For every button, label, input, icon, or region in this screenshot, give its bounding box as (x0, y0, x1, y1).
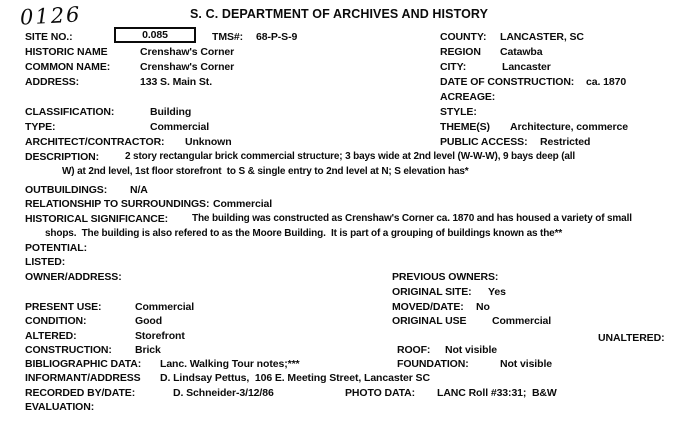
present-use-label: PRESENT USE: (25, 301, 102, 313)
type-value: Commercial (150, 121, 210, 133)
common-name-value: Crenshaw's Corner (140, 61, 235, 73)
informant-address-label: INFORMANT/ADDRESS (25, 372, 141, 384)
classification-value: Building (150, 106, 192, 118)
roof-value: Not visible (445, 344, 497, 356)
site-no-value: 0.085 (142, 29, 168, 41)
common-name-label: COMMON NAME: (25, 61, 111, 73)
architect-contractor-label: ARCHITECT/CONTRACTOR: (25, 136, 165, 148)
construction-label: CONSTRUCTION: (25, 344, 112, 356)
region-value: Catawba (500, 46, 543, 58)
address-label: ADDRESS: (25, 76, 80, 88)
page-title: S. C. DEPARTMENT OF ARCHIVES AND HISTORY (190, 7, 488, 21)
address-value: 133 S. Main St. (140, 76, 213, 88)
relationship-label: RELATIONSHIP TO SURROUNDINGS: (25, 198, 210, 210)
bibliographic-data-label: BIBLIOGRAPHIC DATA: (25, 358, 142, 370)
public-access-label: PUBLIC ACCESS: (440, 136, 528, 148)
foundation-value: Not visible (500, 358, 552, 370)
original-site-value: Yes (488, 286, 506, 298)
previous-owners-label: PREVIOUS OWNERS: (392, 271, 499, 283)
themes-value: Architecture, commerce (510, 121, 629, 133)
owner-address-label: OWNER/ADDRESS: (25, 271, 122, 283)
recorded-by-date-value: D. Schneider-3/12/86 (173, 387, 274, 399)
construction-value: Brick (135, 344, 161, 356)
condition-label: CONDITION: (25, 315, 87, 327)
date-of-construction-label: DATE OF CONSTRUCTION: (440, 76, 575, 88)
altered-label: ALTERED: (25, 330, 77, 342)
moved-date-label: MOVED/DATE: (392, 301, 464, 313)
moved-date-value: No (476, 301, 490, 313)
historical-significance-line1: The building was constructed as Crenshaw's Corner ca. 1870 and has housed a variety of small (192, 213, 632, 224)
outbuildings-value: N/A (130, 184, 148, 196)
condition-value: Good (135, 315, 163, 327)
style-label: STYLE: (440, 106, 477, 118)
tms-value: 68-P-S-9 (256, 31, 298, 43)
evaluation-label: EVALUATION: (25, 401, 95, 413)
photo-data-label: PHOTO DATA: (345, 387, 416, 399)
outbuildings-label: OUTBUILDINGS: (25, 184, 108, 196)
acreage-label: ACREAGE: (440, 91, 496, 103)
city-label: CITY: (440, 61, 467, 73)
type-label: TYPE: (25, 121, 56, 133)
site-no-box (114, 27, 196, 43)
original-use-value: Commercial (492, 315, 552, 327)
original-site-label: ORIGINAL SITE: (392, 286, 472, 298)
county-label: COUNTY: (440, 31, 487, 43)
description-line1: 2 story rectangular brick commercial structure; 3 bays wide at 2nd level (W-W-W), 9 bays deep (all (125, 151, 576, 162)
county-value: LANCASTER, SC (500, 31, 584, 43)
historic-name-value: Crenshaw's Corner (140, 46, 235, 58)
description-label: DESCRIPTION: (25, 151, 100, 163)
architect-contractor-value: Unknown (185, 136, 232, 148)
altered-value: Storefront (135, 330, 185, 342)
recorded-by-date-label: RECORDED BY/DATE: (25, 387, 136, 399)
tms-label: TMS#: (212, 31, 244, 43)
city-value: Lancaster (502, 61, 551, 73)
site-no-label: SITE NO.: (25, 31, 73, 43)
historical-significance-line2: shops. The building is also refered to as the Moore Building. It is part of a grouping of buildings known as the** (45, 228, 563, 239)
unaltered-label: UNALTERED: (598, 332, 665, 344)
themes-label: THEME(S) (440, 121, 490, 133)
listed-label: LISTED: (25, 256, 66, 268)
bibliographic-data-value: Lanc. Walking Tour notes;*** (160, 358, 300, 370)
historic-name-label: HISTORIC NAME (25, 46, 108, 58)
potential-label: POTENTIAL: (25, 242, 87, 254)
classification-label: CLASSIFICATION: (25, 106, 115, 118)
foundation-label: FOUNDATION: (397, 358, 469, 370)
informant-address-value: D. Lindsay Pettus, 106 E. Meeting Street, Lancaster SC (160, 372, 430, 384)
date-of-construction-value: ca. 1870 (586, 76, 627, 88)
original-use-label: ORIGINAL USE (392, 315, 467, 327)
photo-data-value: LANC Roll #33:31; B&W (437, 387, 557, 399)
present-use-value: Commercial (135, 301, 195, 313)
description-line2: W) at 2nd level, 1st floor storefront to S & single entry to 2nd level at N; S elevation has* (62, 166, 469, 177)
relationship-value: Commercial (213, 198, 273, 210)
historical-significance-label: HISTORICAL SIGNIFICANCE: (25, 213, 169, 225)
public-access-value: Restricted (540, 136, 591, 148)
roof-label: ROOF: (397, 344, 431, 356)
handwritten-number: 0126 (19, 2, 83, 30)
region-label: REGION (440, 46, 481, 58)
